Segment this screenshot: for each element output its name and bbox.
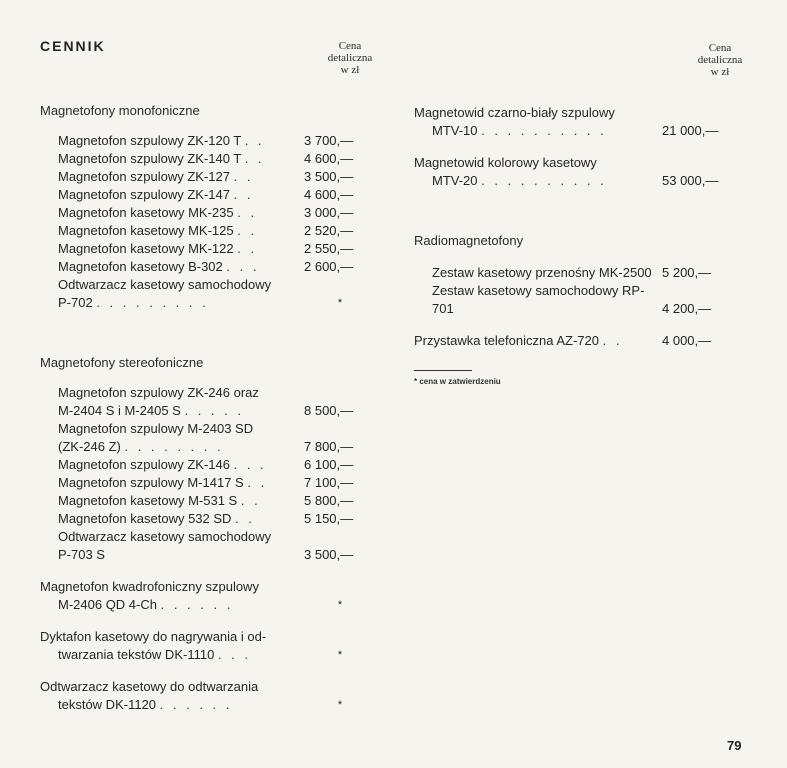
price-row-standalone: Magnetowid kolorowy kasetowy MTV-20 . . . . . . . . . . 53 000,— bbox=[414, 155, 719, 188]
price-row: Magnetofon kasetowy M-531 S . . 5 800,— bbox=[58, 493, 354, 508]
price-row: Magnetofon szpulowy ZK-147 . . 4 600,— bbox=[58, 187, 354, 202]
footnote-divider bbox=[414, 370, 472, 371]
price-row: Odtwarzacz kasetowy samochodowy P-702 . . . . . . . . . * bbox=[40, 276, 370, 312]
price-row: Magnetofon szpulowy ZK-146 . . . 6 100,— bbox=[58, 457, 354, 472]
price-row: Magnetofon szpulowy ZK-120 T . . 3 700,— bbox=[58, 133, 354, 148]
price-row-standalone: Magnetowid czarno-biały szpulowy MTV-10 . . . . . . . . . . 21 000,— bbox=[414, 105, 719, 138]
price-row: Magnetofon kasetowy MK-122 . . 2 550,— bbox=[58, 241, 354, 256]
section-title-stereo: Magnetofony stereofoniczne bbox=[40, 355, 204, 370]
price-row-standalone: Dyktafon kasetowy do nagrywania i od- twarzania tekstów DK-1110 . . . * bbox=[40, 628, 370, 664]
left-column bbox=[40, 102, 370, 714]
price-row: Magnetofon kasetowy MK-235 . . 3 000,— bbox=[58, 205, 354, 220]
price-row: Zestaw kasetowy samochodowy RP-701 4 200,— bbox=[432, 283, 712, 316]
price-row: Magnetofon szpulowy M-2403 SD (ZK-246 Z) . . . . . . . . 7 800,— bbox=[58, 421, 354, 454]
price-row: Magnetofon kasetowy B-302 . . . 2 600,— bbox=[58, 259, 354, 274]
price-row: Odtwarzacz kasetowy samochodowy P-703 S 3 500,— bbox=[58, 529, 354, 562]
price-row: Magnetofon szpulowy M-1417 S . . 7 100,— bbox=[58, 475, 354, 490]
page-number: 79 bbox=[727, 738, 742, 753]
pending-price-marker: * bbox=[337, 649, 343, 661]
page-title: CENNIK bbox=[40, 38, 106, 54]
price-row: Magnetofon szpulowy ZK-140 T . . 4 600,— bbox=[58, 151, 354, 166]
pending-price-marker: * bbox=[337, 699, 343, 711]
pending-price-marker: * bbox=[337, 297, 343, 309]
price-row: Magnetofon szpulowy ZK-246 oraz M-2404 S i M-2405 S . . . . . 8 500,— bbox=[58, 385, 354, 418]
price-row: Magnetofon szpulowy ZK-127 . . 3 500,— bbox=[58, 169, 354, 184]
price-row: Zestaw kasetowy przenośny MK-2500 5 200,— bbox=[432, 265, 712, 280]
section-title-mono: Magnetofony monofoniczne bbox=[40, 103, 200, 118]
price-column-header-left: Cena detaliczna w zł bbox=[327, 40, 373, 76]
price-row-standalone: Magnetofon kwadrofoniczny szpulowy M-2406 QD 4-Ch . . . . . . * bbox=[40, 578, 370, 614]
right-column bbox=[414, 104, 744, 386]
pending-price-marker: * bbox=[337, 599, 343, 611]
price-row-standalone: Odtwarzacz kasetowy do odtwarzania tekstów DK-1120 . . . . . . * bbox=[40, 678, 370, 714]
price-row: Magnetofon kasetowy 532 SD . . 5 150,— bbox=[58, 511, 354, 526]
price-row: Magnetofon kasetowy MK-125 . . 2 520,— bbox=[58, 223, 354, 238]
price-row-standalone: Przystawka telefoniczna AZ-720 . . 4 000,— bbox=[414, 333, 712, 348]
section-title-radio: Radiomagnetofony bbox=[414, 233, 524, 248]
price-column-header-right: Cena detaliczna w zł bbox=[697, 42, 743, 78]
footnote: * cena w zatwierdzeniu bbox=[414, 377, 501, 386]
